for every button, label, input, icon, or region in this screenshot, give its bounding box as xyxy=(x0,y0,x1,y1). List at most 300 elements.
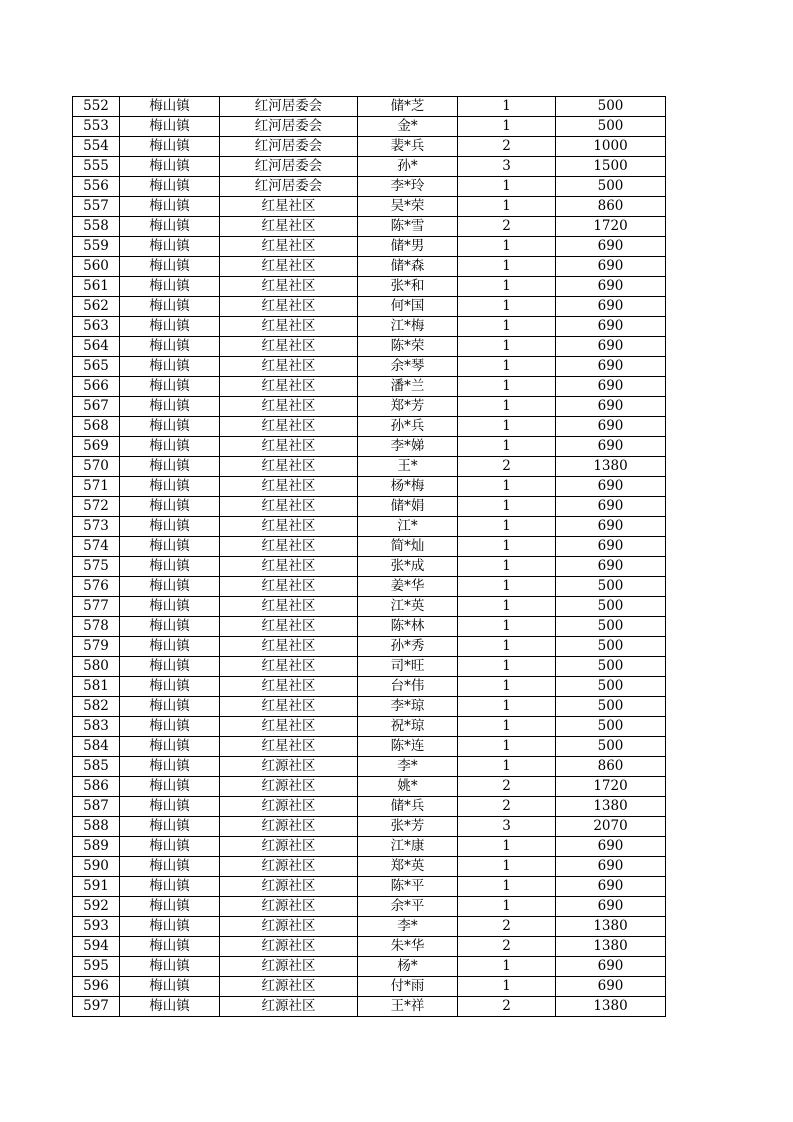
town-cell: 梅山镇 xyxy=(120,877,220,897)
village-cell: 红源社区 xyxy=(220,957,358,977)
count-cell: 3 xyxy=(458,157,556,177)
village-cell: 红河居委会 xyxy=(220,97,358,117)
serial-number-cell: 567 xyxy=(73,397,120,417)
table-row xyxy=(73,457,666,477)
town-cell: 梅山镇 xyxy=(120,857,220,877)
count-cell: 2 xyxy=(458,917,556,937)
amount-cell: 690 xyxy=(556,357,666,377)
name-cell: 李*琼 xyxy=(358,697,458,717)
count-cell: 2 xyxy=(458,777,556,797)
village-cell: 红星社区 xyxy=(220,597,358,617)
town-cell: 梅山镇 xyxy=(120,357,220,377)
name-cell: 司*旺 xyxy=(358,657,458,677)
name-cell: 吴*荣 xyxy=(358,197,458,217)
village-cell: 红星社区 xyxy=(220,697,358,717)
name-cell: 江*梅 xyxy=(358,317,458,337)
village-cell: 红星社区 xyxy=(220,337,358,357)
town-cell: 梅山镇 xyxy=(120,537,220,557)
amount-cell: 1380 xyxy=(556,937,666,957)
table-row xyxy=(73,877,666,897)
name-cell: 潘*兰 xyxy=(358,377,458,397)
town-cell: 梅山镇 xyxy=(120,337,220,357)
name-cell: 储*芝 xyxy=(358,97,458,117)
amount-cell: 500 xyxy=(556,657,666,677)
records-table-body xyxy=(73,97,666,1017)
table-row xyxy=(73,257,666,277)
town-cell: 梅山镇 xyxy=(120,397,220,417)
count-cell: 1 xyxy=(458,97,556,117)
table-row xyxy=(73,897,666,917)
town-cell: 梅山镇 xyxy=(120,777,220,797)
town-cell: 梅山镇 xyxy=(120,637,220,657)
serial-number-cell: 566 xyxy=(73,377,120,397)
count-cell: 1 xyxy=(458,597,556,617)
table-row xyxy=(73,717,666,737)
count-cell: 1 xyxy=(458,697,556,717)
town-cell: 梅山镇 xyxy=(120,517,220,537)
town-cell: 梅山镇 xyxy=(120,177,220,197)
name-cell: 王*祥 xyxy=(358,997,458,1017)
serial-number-cell: 557 xyxy=(73,197,120,217)
village-cell: 红星社区 xyxy=(220,517,358,537)
table-row xyxy=(73,337,666,357)
count-cell: 1 xyxy=(458,617,556,637)
count-cell: 1 xyxy=(458,897,556,917)
village-cell: 红源社区 xyxy=(220,937,358,957)
count-cell: 1 xyxy=(458,757,556,777)
amount-cell: 1380 xyxy=(556,997,666,1017)
table-row xyxy=(73,637,666,657)
count-cell: 1 xyxy=(458,317,556,337)
amount-cell: 690 xyxy=(556,397,666,417)
village-cell: 红星社区 xyxy=(220,257,358,277)
amount-cell: 500 xyxy=(556,177,666,197)
town-cell: 梅山镇 xyxy=(120,797,220,817)
amount-cell: 500 xyxy=(556,577,666,597)
amount-cell: 1720 xyxy=(556,777,666,797)
town-cell: 梅山镇 xyxy=(120,697,220,717)
name-cell: 何*国 xyxy=(358,297,458,317)
table-row xyxy=(73,317,666,337)
serial-number-cell: 586 xyxy=(73,777,120,797)
table-row xyxy=(73,177,666,197)
amount-cell: 500 xyxy=(556,97,666,117)
amount-cell: 690 xyxy=(556,557,666,577)
village-cell: 红星社区 xyxy=(220,317,358,337)
name-cell: 王* xyxy=(358,457,458,477)
town-cell: 梅山镇 xyxy=(120,477,220,497)
village-cell: 红星社区 xyxy=(220,237,358,257)
town-cell: 梅山镇 xyxy=(120,377,220,397)
table-row xyxy=(73,237,666,257)
serial-number-cell: 580 xyxy=(73,657,120,677)
count-cell: 1 xyxy=(458,657,556,677)
count-cell: 1 xyxy=(458,637,556,657)
serial-number-cell: 592 xyxy=(73,897,120,917)
count-cell: 3 xyxy=(458,817,556,837)
table-row xyxy=(73,97,666,117)
count-cell: 1 xyxy=(458,177,556,197)
town-cell: 梅山镇 xyxy=(120,557,220,577)
table-row xyxy=(73,557,666,577)
town-cell: 梅山镇 xyxy=(120,977,220,997)
village-cell: 红河居委会 xyxy=(220,117,358,137)
village-cell: 红星社区 xyxy=(220,417,358,437)
town-cell: 梅山镇 xyxy=(120,997,220,1017)
table-row xyxy=(73,217,666,237)
serial-number-cell: 590 xyxy=(73,857,120,877)
amount-cell: 690 xyxy=(556,337,666,357)
town-cell: 梅山镇 xyxy=(120,197,220,217)
town-cell: 梅山镇 xyxy=(120,297,220,317)
amount-cell: 690 xyxy=(556,957,666,977)
village-cell: 红源社区 xyxy=(220,897,358,917)
serial-number-cell: 576 xyxy=(73,577,120,597)
table-row xyxy=(73,437,666,457)
count-cell: 1 xyxy=(458,117,556,137)
serial-number-cell: 559 xyxy=(73,237,120,257)
village-cell: 红星社区 xyxy=(220,357,358,377)
name-cell: 张*和 xyxy=(358,277,458,297)
count-cell: 2 xyxy=(458,457,556,477)
count-cell: 1 xyxy=(458,977,556,997)
serial-number-cell: 575 xyxy=(73,557,120,577)
town-cell: 梅山镇 xyxy=(120,817,220,837)
table-row xyxy=(73,817,666,837)
serial-number-cell: 554 xyxy=(73,137,120,157)
village-cell: 红源社区 xyxy=(220,917,358,937)
amount-cell: 1380 xyxy=(556,457,666,477)
serial-number-cell: 597 xyxy=(73,997,120,1017)
village-cell: 红星社区 xyxy=(220,657,358,677)
serial-number-cell: 583 xyxy=(73,717,120,737)
serial-number-cell: 587 xyxy=(73,797,120,817)
village-cell: 红星社区 xyxy=(220,537,358,557)
count-cell: 1 xyxy=(458,437,556,457)
amount-cell: 860 xyxy=(556,757,666,777)
name-cell: 李*娣 xyxy=(358,437,458,457)
count-cell: 1 xyxy=(458,477,556,497)
name-cell: 台*伟 xyxy=(358,677,458,697)
amount-cell: 1000 xyxy=(556,137,666,157)
serial-number-cell: 596 xyxy=(73,977,120,997)
serial-number-cell: 553 xyxy=(73,117,120,137)
count-cell: 2 xyxy=(458,217,556,237)
name-cell: 孙* xyxy=(358,157,458,177)
town-cell: 梅山镇 xyxy=(120,737,220,757)
village-cell: 红源社区 xyxy=(220,777,358,797)
name-cell: 陈*平 xyxy=(358,877,458,897)
village-cell: 红星社区 xyxy=(220,377,358,397)
table-row xyxy=(73,197,666,217)
count-cell: 1 xyxy=(458,297,556,317)
amount-cell: 1720 xyxy=(556,217,666,237)
town-cell: 梅山镇 xyxy=(120,677,220,697)
amount-cell: 690 xyxy=(556,877,666,897)
amount-cell: 690 xyxy=(556,297,666,317)
name-cell: 余*琴 xyxy=(358,357,458,377)
serial-number-cell: 563 xyxy=(73,317,120,337)
village-cell: 红星社区 xyxy=(220,497,358,517)
serial-number-cell: 588 xyxy=(73,817,120,837)
village-cell: 红星社区 xyxy=(220,457,358,477)
amount-cell: 690 xyxy=(556,517,666,537)
village-cell: 红星社区 xyxy=(220,637,358,657)
count-cell: 2 xyxy=(458,797,556,817)
name-cell: 付*雨 xyxy=(358,977,458,997)
count-cell: 2 xyxy=(458,997,556,1017)
count-cell: 1 xyxy=(458,857,556,877)
name-cell: 储*森 xyxy=(358,257,458,277)
table-row xyxy=(73,997,666,1017)
name-cell: 孙*兵 xyxy=(358,417,458,437)
count-cell: 1 xyxy=(458,397,556,417)
amount-cell: 690 xyxy=(556,437,666,457)
village-cell: 红河居委会 xyxy=(220,177,358,197)
table-row xyxy=(73,377,666,397)
count-cell: 1 xyxy=(458,837,556,857)
serial-number-cell: 556 xyxy=(73,177,120,197)
serial-number-cell: 579 xyxy=(73,637,120,657)
amount-cell: 690 xyxy=(556,897,666,917)
town-cell: 梅山镇 xyxy=(120,157,220,177)
serial-number-cell: 560 xyxy=(73,257,120,277)
town-cell: 梅山镇 xyxy=(120,97,220,117)
serial-number-cell: 581 xyxy=(73,677,120,697)
serial-number-cell: 552 xyxy=(73,97,120,117)
amount-cell: 500 xyxy=(556,717,666,737)
serial-number-cell: 574 xyxy=(73,537,120,557)
count-cell: 1 xyxy=(458,517,556,537)
count-cell: 1 xyxy=(458,337,556,357)
name-cell: 李*玲 xyxy=(358,177,458,197)
village-cell: 红星社区 xyxy=(220,477,358,497)
serial-number-cell: 569 xyxy=(73,437,120,457)
name-cell: 孙*秀 xyxy=(358,637,458,657)
name-cell: 江* xyxy=(358,517,458,537)
table-row xyxy=(73,617,666,637)
village-cell: 红星社区 xyxy=(220,557,358,577)
town-cell: 梅山镇 xyxy=(120,937,220,957)
serial-number-cell: 573 xyxy=(73,517,120,537)
town-cell: 梅山镇 xyxy=(120,617,220,637)
village-cell: 红星社区 xyxy=(220,397,358,417)
table-row xyxy=(73,737,666,757)
amount-cell: 690 xyxy=(556,477,666,497)
town-cell: 梅山镇 xyxy=(120,237,220,257)
town-cell: 梅山镇 xyxy=(120,417,220,437)
serial-number-cell: 561 xyxy=(73,277,120,297)
count-cell: 1 xyxy=(458,717,556,737)
town-cell: 梅山镇 xyxy=(120,217,220,237)
amount-cell: 500 xyxy=(556,597,666,617)
town-cell: 梅山镇 xyxy=(120,277,220,297)
table-row xyxy=(73,697,666,717)
serial-number-cell: 571 xyxy=(73,477,120,497)
amount-cell: 690 xyxy=(556,237,666,257)
count-cell: 1 xyxy=(458,877,556,897)
table-row xyxy=(73,837,666,857)
village-cell: 红源社区 xyxy=(220,877,358,897)
village-cell: 红源社区 xyxy=(220,977,358,997)
village-cell: 红星社区 xyxy=(220,737,358,757)
name-cell: 简*灿 xyxy=(358,537,458,557)
serial-number-cell: 582 xyxy=(73,697,120,717)
amount-cell: 690 xyxy=(556,537,666,557)
town-cell: 梅山镇 xyxy=(120,897,220,917)
serial-number-cell: 577 xyxy=(73,597,120,617)
table-row xyxy=(73,117,666,137)
serial-number-cell: 570 xyxy=(73,457,120,477)
amount-cell: 690 xyxy=(556,277,666,297)
table-row xyxy=(73,657,666,677)
village-cell: 红星社区 xyxy=(220,217,358,237)
town-cell: 梅山镇 xyxy=(120,917,220,937)
serial-number-cell: 578 xyxy=(73,617,120,637)
count-cell: 1 xyxy=(458,577,556,597)
town-cell: 梅山镇 xyxy=(120,577,220,597)
amount-cell: 690 xyxy=(556,377,666,397)
serial-number-cell: 591 xyxy=(73,877,120,897)
name-cell: 姚* xyxy=(358,777,458,797)
table-row xyxy=(73,577,666,597)
count-cell: 1 xyxy=(458,257,556,277)
amount-cell: 690 xyxy=(556,317,666,337)
table-row xyxy=(73,137,666,157)
serial-number-cell: 572 xyxy=(73,497,120,517)
name-cell: 郑*英 xyxy=(358,857,458,877)
table-row xyxy=(73,417,666,437)
serial-number-cell: 593 xyxy=(73,917,120,937)
name-cell: 储*兵 xyxy=(358,797,458,817)
count-cell: 1 xyxy=(458,357,556,377)
town-cell: 梅山镇 xyxy=(120,597,220,617)
serial-number-cell: 589 xyxy=(73,837,120,857)
amount-cell: 500 xyxy=(556,677,666,697)
town-cell: 梅山镇 xyxy=(120,837,220,857)
name-cell: 陈*雪 xyxy=(358,217,458,237)
amount-cell: 860 xyxy=(556,197,666,217)
town-cell: 梅山镇 xyxy=(120,757,220,777)
village-cell: 红源社区 xyxy=(220,817,358,837)
serial-number-cell: 555 xyxy=(73,157,120,177)
amount-cell: 500 xyxy=(556,637,666,657)
name-cell: 陈*荣 xyxy=(358,337,458,357)
amount-cell: 690 xyxy=(556,857,666,877)
table-row xyxy=(73,857,666,877)
town-cell: 梅山镇 xyxy=(120,137,220,157)
table-row xyxy=(73,497,666,517)
town-cell: 梅山镇 xyxy=(120,497,220,517)
count-cell: 1 xyxy=(458,557,556,577)
amount-cell: 1380 xyxy=(556,917,666,937)
table-row xyxy=(73,357,666,377)
amount-cell: 690 xyxy=(556,417,666,437)
count-cell: 1 xyxy=(458,497,556,517)
count-cell: 2 xyxy=(458,937,556,957)
amount-cell: 1380 xyxy=(556,797,666,817)
village-cell: 红源社区 xyxy=(220,997,358,1017)
table-row xyxy=(73,677,666,697)
serial-number-cell: 594 xyxy=(73,937,120,957)
amount-cell: 690 xyxy=(556,257,666,277)
table-row xyxy=(73,597,666,617)
name-cell: 江*英 xyxy=(358,597,458,617)
serial-number-cell: 584 xyxy=(73,737,120,757)
name-cell: 杨* xyxy=(358,957,458,977)
amount-cell: 500 xyxy=(556,697,666,717)
table-row xyxy=(73,477,666,497)
amount-cell: 1500 xyxy=(556,157,666,177)
table-row xyxy=(73,537,666,557)
name-cell: 祝*琼 xyxy=(358,717,458,737)
town-cell: 梅山镇 xyxy=(120,117,220,137)
table-row xyxy=(73,757,666,777)
village-cell: 红星社区 xyxy=(220,677,358,697)
table-row xyxy=(73,297,666,317)
name-cell: 裴*兵 xyxy=(358,137,458,157)
village-cell: 红源社区 xyxy=(220,797,358,817)
amount-cell: 690 xyxy=(556,497,666,517)
village-cell: 红河居委会 xyxy=(220,157,358,177)
name-cell: 江*康 xyxy=(358,837,458,857)
count-cell: 1 xyxy=(458,417,556,437)
name-cell: 金* xyxy=(358,117,458,137)
serial-number-cell: 565 xyxy=(73,357,120,377)
village-cell: 红星社区 xyxy=(220,437,358,457)
name-cell: 郑*芳 xyxy=(358,397,458,417)
town-cell: 梅山镇 xyxy=(120,457,220,477)
count-cell: 1 xyxy=(458,237,556,257)
table-row xyxy=(73,517,666,537)
table-row xyxy=(73,917,666,937)
name-cell: 储*男 xyxy=(358,237,458,257)
count-cell: 1 xyxy=(458,197,556,217)
table-row xyxy=(73,777,666,797)
count-cell: 1 xyxy=(458,537,556,557)
village-cell: 红源社区 xyxy=(220,857,358,877)
table-row xyxy=(73,957,666,977)
name-cell: 朱*华 xyxy=(358,937,458,957)
name-cell: 张*芳 xyxy=(358,817,458,837)
table-row xyxy=(73,937,666,957)
amount-cell: 690 xyxy=(556,977,666,997)
name-cell: 储*娟 xyxy=(358,497,458,517)
town-cell: 梅山镇 xyxy=(120,657,220,677)
village-cell: 红源社区 xyxy=(220,837,358,857)
village-cell: 红星社区 xyxy=(220,617,358,637)
village-cell: 红源社区 xyxy=(220,757,358,777)
amount-cell: 500 xyxy=(556,117,666,137)
serial-number-cell: 595 xyxy=(73,957,120,977)
table-row xyxy=(73,977,666,997)
table-row xyxy=(73,157,666,177)
count-cell: 2 xyxy=(458,137,556,157)
table-row xyxy=(73,797,666,817)
name-cell: 姜*华 xyxy=(358,577,458,597)
village-cell: 红星社区 xyxy=(220,197,358,217)
name-cell: 余*平 xyxy=(358,897,458,917)
amount-cell: 690 xyxy=(556,837,666,857)
name-cell: 李* xyxy=(358,757,458,777)
count-cell: 1 xyxy=(458,277,556,297)
town-cell: 梅山镇 xyxy=(120,317,220,337)
town-cell: 梅山镇 xyxy=(120,957,220,977)
town-cell: 梅山镇 xyxy=(120,257,220,277)
count-cell: 1 xyxy=(458,377,556,397)
serial-number-cell: 562 xyxy=(73,297,120,317)
count-cell: 1 xyxy=(458,957,556,977)
